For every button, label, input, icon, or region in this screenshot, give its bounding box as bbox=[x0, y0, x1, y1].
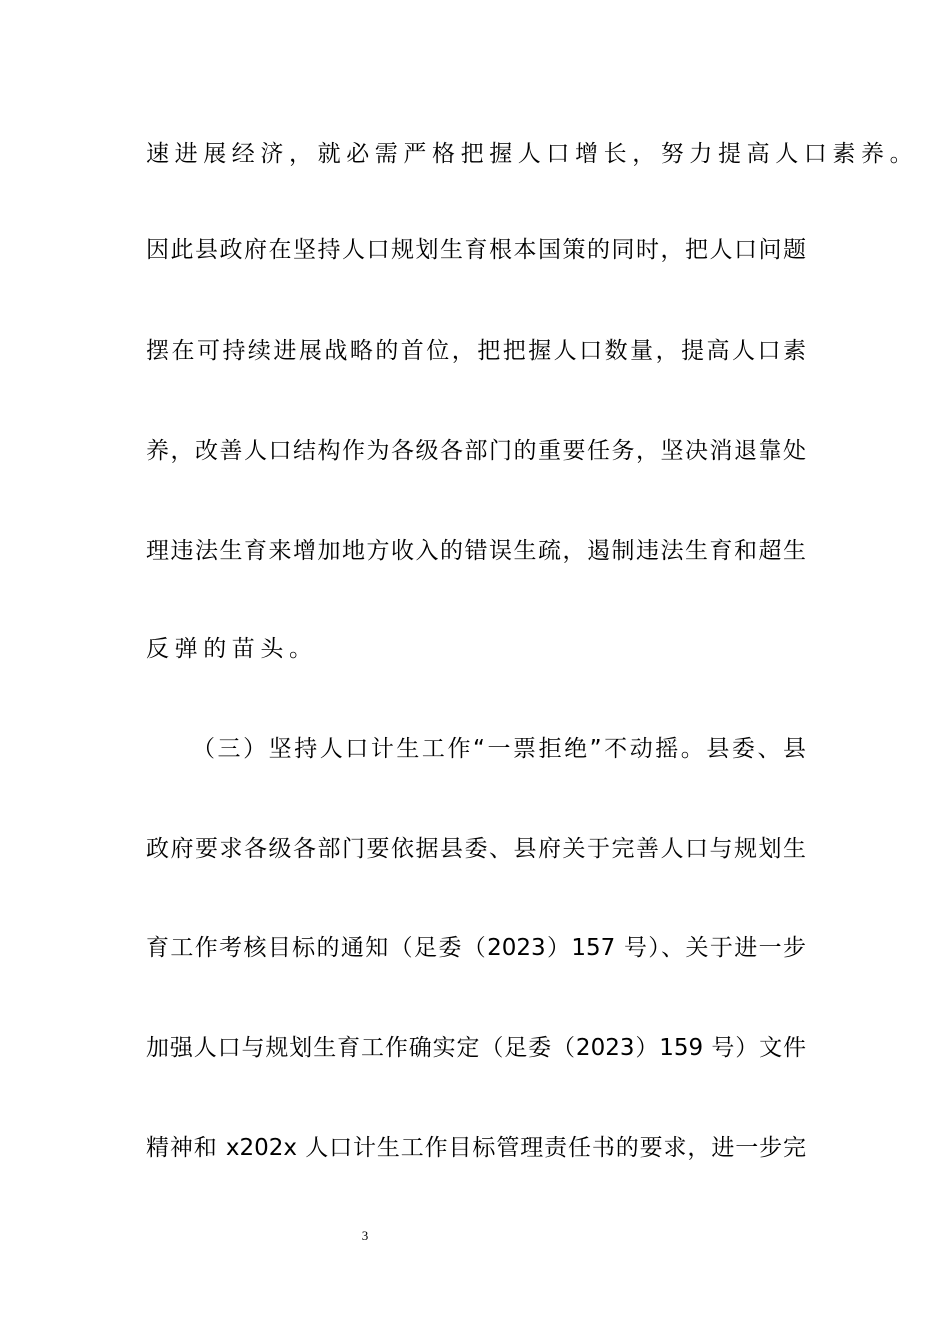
text-line-9: 育工作考核目标的通知（足委（2023）157 号）、关于进一步 bbox=[146, 935, 806, 961]
text-line-8: 政府要求各级各部门要依据县委、县府关于完善人口与规划生 bbox=[146, 836, 806, 862]
text-line-2: 因此县政府在坚持人口规划生育根本国策的同时，把人口问题 bbox=[146, 237, 806, 263]
text-line-6: 反弹的苗头。 bbox=[146, 636, 318, 662]
text-line-3: 摆在可持续进展战略的首位，把把握人口数量，提高人口素 bbox=[146, 338, 806, 364]
text-line-11: 精神和 x202x 人口计生工作目标管理责任书的要求，进一步完 bbox=[146, 1135, 806, 1161]
paragraph-heading-line: （三）坚持人口计生工作“一票拒绝”不动摇。县委、县 bbox=[192, 736, 806, 762]
text-line-5: 理违法生育来增加地方收入的错误生疏，遏制违法生育和超生 bbox=[146, 538, 806, 564]
page-number: 3 bbox=[361, 1228, 369, 1243]
text-line-1: 速进展经济，就必需严格把握人口增长，努力提高人口素养。 bbox=[146, 141, 919, 167]
text-line-10: 加强人口与规划生育工作确实定（足委（2023）159 号）文件 bbox=[146, 1035, 806, 1061]
text-line-4: 养，改善人口结构作为各级各部门的重要任务，坚决消退靠处 bbox=[146, 438, 806, 464]
